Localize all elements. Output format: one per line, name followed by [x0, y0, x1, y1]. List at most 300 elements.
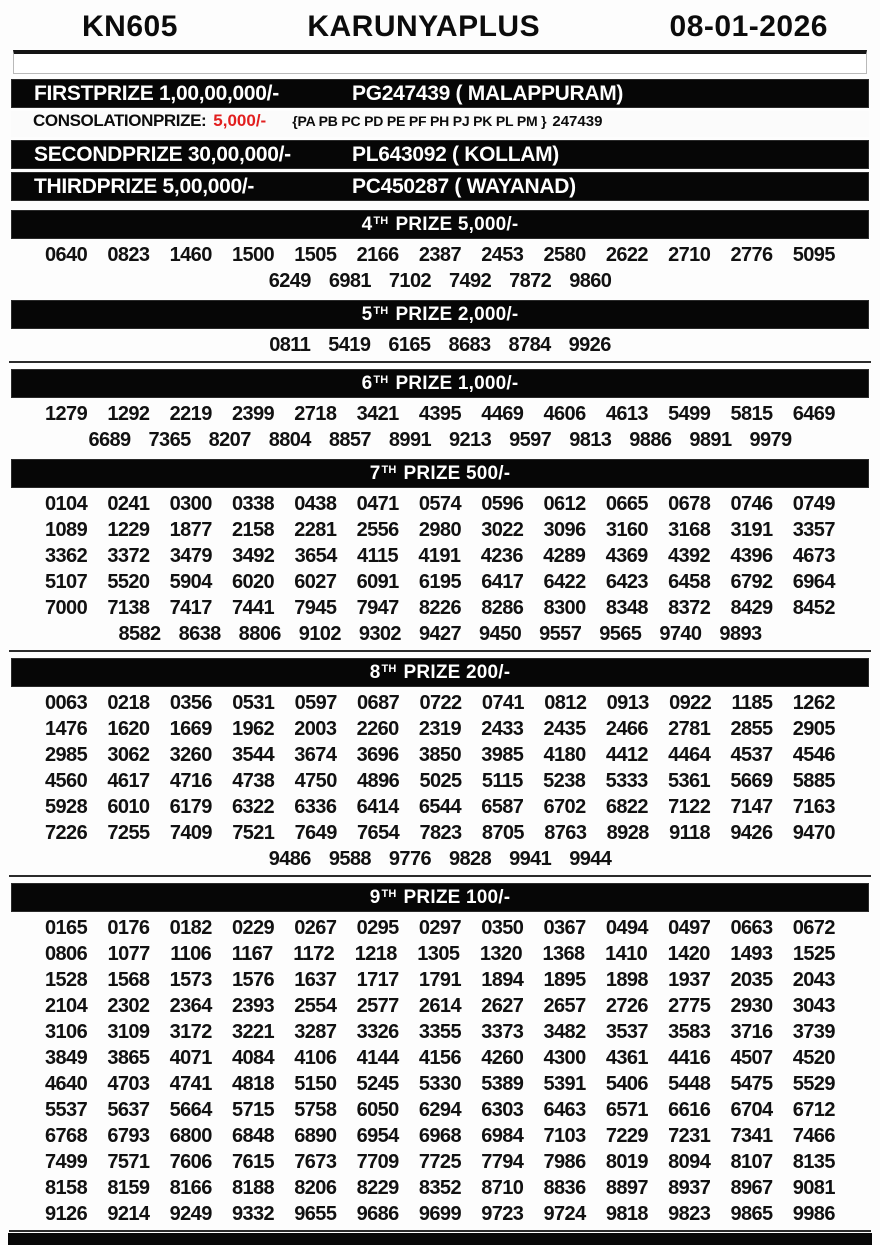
- winning-number: 8710: [481, 1176, 524, 1199]
- winning-number: 2614: [418, 994, 461, 1017]
- winning-number: 7654: [357, 821, 400, 844]
- winning-number: 4300: [543, 1046, 586, 1069]
- winning-number: 3062: [107, 743, 150, 766]
- winning-number: 1460: [169, 243, 212, 266]
- winning-number-row: [45, 517, 835, 543]
- winning-number: 4617: [107, 769, 150, 792]
- winning-number: 4144: [356, 1046, 399, 1069]
- winning-number: 0438: [294, 492, 337, 515]
- winning-number: 0229: [231, 916, 275, 939]
- winning-number: 2035: [730, 968, 773, 991]
- winning-number: 8019: [605, 1150, 648, 1173]
- winning-number: 3160: [605, 518, 648, 541]
- winning-number-row: [45, 1071, 835, 1097]
- winning-number: 2104: [45, 994, 88, 1017]
- winning-number: 6423: [605, 570, 648, 593]
- winning-number: 6422: [543, 570, 586, 593]
- winning-number: 2433: [481, 717, 524, 740]
- winning-number: 8229: [356, 1176, 399, 1199]
- winning-number: 5537: [45, 1098, 88, 1121]
- winning-number: 4236: [480, 544, 523, 567]
- winning-number-row: [45, 716, 835, 742]
- winning-number: 4560: [45, 769, 88, 792]
- winning-number: 6336: [294, 795, 337, 818]
- winning-number: 8452: [792, 596, 835, 619]
- winning-number: 3492: [232, 544, 275, 567]
- winning-number: 9823: [668, 1202, 711, 1225]
- prize-section: [0, 363, 880, 453]
- winning-number: 0574: [418, 492, 461, 515]
- winning-number: 6050: [356, 1098, 399, 1121]
- prize-section: [0, 877, 880, 1232]
- winning-number: 5885: [792, 769, 835, 792]
- winning-number-row: [45, 1149, 835, 1175]
- prize-section-header: 6 TH PRIZE 1,000/-: [11, 369, 869, 398]
- winning-number: 3654: [294, 544, 337, 567]
- winning-number: 0165: [45, 916, 88, 939]
- winning-number: 0722: [419, 691, 462, 714]
- winning-number: 0597: [294, 691, 337, 714]
- winning-number: 1420: [667, 942, 710, 965]
- winning-number: 0640: [45, 243, 88, 266]
- lottery-name: KARUNYAPLUS: [307, 10, 541, 43]
- winning-number-row: [45, 242, 835, 268]
- winning-number: 7649: [294, 821, 337, 844]
- winning-number: 3106: [45, 1020, 88, 1043]
- winning-number: 1937: [668, 968, 711, 991]
- prize-section-header: 5 TH PRIZE 2,000/-: [11, 300, 869, 329]
- winning-number: 0218: [107, 691, 150, 714]
- winning-number: 5815: [730, 402, 773, 425]
- winning-number: 5529: [792, 1072, 835, 1095]
- winning-number-row: [45, 967, 835, 993]
- winning-number: 4469: [481, 402, 524, 425]
- winning-number: 5758: [294, 1098, 337, 1121]
- winning-number: 0241: [107, 492, 150, 515]
- winning-number: 3674: [294, 743, 337, 766]
- winning-number: 2260: [356, 717, 399, 740]
- winning-number: 1620: [107, 717, 150, 740]
- winning-number: 8967: [730, 1176, 773, 1199]
- winning-number: 7709: [356, 1150, 399, 1173]
- winning-number: 4191: [418, 544, 461, 567]
- winning-number: 4520: [792, 1046, 835, 1069]
- winning-number: 7872: [509, 269, 552, 292]
- winning-number: 0663: [730, 916, 773, 939]
- winning-number: 2466: [605, 717, 648, 740]
- winning-number: 1410: [605, 942, 648, 965]
- winning-number: 5107: [45, 570, 88, 593]
- winning-number: 9102: [298, 622, 341, 645]
- winning-number: 8836: [543, 1176, 586, 1199]
- winning-number: 0182: [169, 916, 212, 939]
- winning-number: 5115: [481, 769, 523, 792]
- winning-number-row: [45, 401, 835, 427]
- winning-number: 9686: [356, 1202, 399, 1225]
- winning-number: 8857: [328, 428, 371, 451]
- winning-number: 9126: [45, 1202, 88, 1225]
- winning-number: 4156: [418, 1046, 461, 1069]
- winning-number: 4673: [792, 544, 835, 567]
- winning-number: 8166: [169, 1176, 212, 1199]
- prize-section-header: 4 TH PRIZE 5,000/-: [11, 210, 869, 239]
- winning-number: 3357: [792, 518, 835, 541]
- winning-number-row: [45, 569, 835, 595]
- winning-number: 6091: [356, 570, 399, 593]
- winning-number: 9426: [730, 821, 773, 844]
- winning-number: 7673: [294, 1150, 337, 1173]
- winning-number: 7341: [730, 1124, 773, 1147]
- winning-number: 4180: [543, 743, 586, 766]
- winning-number: 3022: [481, 518, 524, 541]
- winning-number: 5406: [605, 1072, 648, 1095]
- winning-number: 7947: [356, 596, 399, 619]
- winning-number: 8429: [730, 596, 773, 619]
- winning-number: 6712: [792, 1098, 835, 1121]
- winning-number-row: [45, 794, 835, 820]
- winning-number: 9332: [231, 1202, 275, 1225]
- winning-number: 6010: [107, 795, 150, 818]
- winning-number: 0063: [45, 691, 88, 714]
- winning-number-row: [45, 1123, 835, 1149]
- winning-number: 1077: [107, 942, 150, 965]
- winning-number: 6195: [418, 570, 461, 593]
- winning-number: 2387: [418, 243, 461, 266]
- winning-number: 5637: [107, 1098, 150, 1121]
- winning-number: 8582: [118, 622, 161, 645]
- third-prize-winner: PC450287 ( WAYANAD): [352, 174, 576, 198]
- winning-number: 5330: [418, 1072, 461, 1095]
- winning-number: 6469: [792, 402, 835, 425]
- winning-number: 2158: [231, 518, 275, 541]
- winning-number-row: [45, 1097, 835, 1123]
- winning-number: 0612: [543, 492, 586, 515]
- first-prize-winner: PG247439 ( MALAPPURAM): [352, 81, 624, 105]
- winning-number: 0338: [231, 492, 275, 515]
- winning-number: 8135: [792, 1150, 835, 1173]
- winning-number: 0295: [356, 916, 399, 939]
- winning-number: 9828: [449, 847, 492, 870]
- winning-number: 8763: [544, 821, 587, 844]
- winning-number: 3583: [668, 1020, 711, 1043]
- winning-number: 1279: [45, 402, 88, 425]
- winning-number: 5448: [668, 1072, 711, 1095]
- prize-section: [0, 453, 880, 652]
- winning-number: 6964: [792, 570, 835, 593]
- winning-number: 9486: [268, 847, 311, 870]
- prize-sections: [0, 204, 880, 1232]
- winning-number: 6463: [543, 1098, 586, 1121]
- winning-number: 0665: [605, 492, 648, 515]
- winning-number: 0471: [356, 492, 399, 515]
- winning-number: 2657: [543, 994, 586, 1017]
- winning-number: 3850: [418, 743, 461, 766]
- winning-number: 0741: [481, 691, 524, 714]
- prize-section: [0, 652, 880, 877]
- winning-number: 0913: [606, 691, 649, 714]
- winning-number-row: [45, 941, 835, 967]
- winning-number: 3849: [45, 1046, 88, 1069]
- consolation-series: {PA PB PC PD PE PF PH PJ PK PL PM }: [292, 113, 547, 129]
- winning-number: 0749: [792, 492, 835, 515]
- winning-number: 9470: [792, 821, 835, 844]
- winning-number-row: [45, 742, 835, 768]
- winning-number: 2627: [481, 994, 524, 1017]
- winning-number: 6020: [231, 570, 275, 593]
- winning-number: 4818: [231, 1072, 275, 1095]
- winning-number: 0823: [107, 243, 150, 266]
- winning-number: 0350: [481, 916, 524, 939]
- winning-number: 8352: [418, 1176, 461, 1199]
- winning-number: 3696: [356, 743, 399, 766]
- winning-number: 5928: [45, 795, 88, 818]
- winning-number: 7409: [169, 821, 212, 844]
- winning-number: 8705: [481, 821, 524, 844]
- winning-number: 8094: [668, 1150, 711, 1173]
- winning-number: 0922: [669, 691, 712, 714]
- winning-number: 8683: [448, 333, 491, 356]
- winning-number: 6984: [481, 1124, 524, 1147]
- first-prize-bar: [11, 79, 869, 108]
- winning-number: 4396: [730, 544, 773, 567]
- winning-number: 1717: [356, 968, 399, 991]
- winning-number: 3421: [356, 402, 399, 425]
- winning-number: 3043: [792, 994, 835, 1017]
- winning-number: 7986: [543, 1150, 586, 1173]
- winning-number: 5669: [730, 769, 773, 792]
- winning-number: 9249: [169, 1202, 212, 1225]
- winning-number: 0596: [481, 492, 524, 515]
- winning-number: 3355: [418, 1020, 461, 1043]
- winning-number: 1962: [231, 717, 275, 740]
- winning-number: 2166: [356, 243, 399, 266]
- winning-number: 6702: [543, 795, 586, 818]
- winning-number: 1368: [542, 942, 585, 965]
- winning-number: 3260: [169, 743, 212, 766]
- winning-number: 4750: [294, 769, 337, 792]
- winning-number: 9979: [749, 428, 792, 451]
- prize-section-header: 9 TH PRIZE 100/-: [11, 883, 869, 912]
- third-prize-bar: [11, 172, 869, 201]
- winning-number: 6792: [730, 570, 773, 593]
- lottery-code: KN605: [82, 10, 178, 43]
- empty-strip: [13, 50, 867, 74]
- third-prize-label: THIRDPRIZE 5,00,000/-: [34, 174, 255, 198]
- winning-number: 3482: [543, 1020, 586, 1043]
- winning-number: 1669: [169, 717, 212, 740]
- winning-number: 5025: [419, 769, 462, 792]
- consolation-amount: 5,000/-: [213, 111, 267, 130]
- winning-number: 0176: [107, 916, 150, 939]
- winning-number: 8991: [388, 428, 431, 451]
- winning-number: 4071: [169, 1046, 212, 1069]
- winning-number: 1528: [45, 968, 88, 991]
- winning-number: 6544: [418, 795, 461, 818]
- winning-number: 6616: [668, 1098, 711, 1121]
- winning-number: 8897: [605, 1176, 648, 1199]
- winning-number: 2577: [356, 994, 399, 1017]
- winning-number: 9813: [569, 428, 612, 451]
- winning-number-row: [45, 543, 835, 569]
- winning-number: 3739: [792, 1020, 835, 1043]
- winning-number: 6027: [294, 570, 337, 593]
- winning-number: 2718: [294, 402, 337, 425]
- winning-number: 0531: [232, 691, 275, 714]
- winning-number: 1505: [294, 243, 337, 266]
- winning-number: 9302: [358, 622, 401, 645]
- winning-number: 3109: [107, 1020, 150, 1043]
- winning-number: 8159: [107, 1176, 150, 1199]
- winning-number: 0672: [792, 916, 835, 939]
- winning-number: 2905: [792, 717, 835, 740]
- winning-number: 1305: [417, 942, 460, 965]
- first-prize-label: FIRSTPRIZE 1,00,00,000/-: [34, 81, 279, 105]
- winning-number: 9891: [689, 428, 732, 451]
- winning-number: 8207: [208, 428, 251, 451]
- winning-number: 1320: [479, 942, 522, 965]
- winning-number: 6981: [328, 269, 371, 292]
- winning-number: 2281: [294, 518, 337, 541]
- winning-number: 6704: [730, 1098, 773, 1121]
- winning-number-row: [45, 1045, 835, 1071]
- winning-number: 3287: [294, 1020, 337, 1043]
- winning-number-row: [45, 491, 835, 517]
- winning-number: 0104: [45, 492, 88, 515]
- winning-number: 1493: [730, 942, 773, 965]
- winning-number: 5333: [605, 769, 648, 792]
- winning-number: 4392: [667, 544, 711, 567]
- consolation-row: [11, 111, 869, 137]
- winning-number: 3716: [730, 1020, 773, 1043]
- winning-number: 1292: [107, 402, 150, 425]
- winning-number: 6458: [668, 570, 711, 593]
- winning-number: 2556: [356, 518, 399, 541]
- winning-number: 6793: [107, 1124, 150, 1147]
- winning-number: 7147: [730, 795, 773, 818]
- winning-number: 2726: [605, 994, 648, 1017]
- winning-number: 6165: [388, 333, 431, 356]
- winning-number: 0678: [668, 492, 711, 515]
- winning-number-row: [45, 621, 835, 647]
- winning-number: 7606: [169, 1150, 212, 1173]
- winning-number: 4464: [668, 743, 711, 766]
- winning-number: 6890: [294, 1124, 337, 1147]
- winning-number: 9214: [107, 1202, 150, 1225]
- winning-number: 3985: [481, 743, 524, 766]
- winning-number: 9588: [328, 847, 371, 870]
- winning-number: 7226: [45, 821, 88, 844]
- winning-number: 1229: [107, 518, 150, 541]
- winning-number: 0367: [543, 916, 586, 939]
- winning-number: 3168: [668, 518, 711, 541]
- winning-number: 0746: [730, 492, 773, 515]
- winning-number: 3191: [730, 518, 773, 541]
- winning-number: 8928: [606, 821, 649, 844]
- winning-number-row: [45, 595, 835, 621]
- winning-number-row: [45, 1175, 835, 1201]
- winning-number: 0687: [357, 691, 400, 714]
- winning-number: 4260: [481, 1046, 524, 1069]
- winning-number: 8784: [508, 333, 551, 356]
- winning-number: 2781: [668, 717, 711, 740]
- winning-number: 9565: [599, 622, 642, 645]
- winning-number: 0494: [605, 916, 648, 939]
- winning-number: 9655: [294, 1202, 337, 1225]
- winning-number: 4361: [605, 1046, 648, 1069]
- winning-number: 2302: [107, 994, 150, 1017]
- bottom-bar: [8, 1233, 872, 1245]
- winning-number: 4416: [668, 1046, 711, 1069]
- winning-number: 9450: [479, 622, 522, 645]
- winning-number: 5150: [294, 1072, 337, 1095]
- winning-number: 9886: [629, 428, 672, 451]
- winning-number: 3362: [45, 544, 88, 567]
- winning-number: 5095: [792, 243, 835, 266]
- winning-number: 6689: [88, 428, 131, 451]
- winning-number: 3537: [605, 1020, 648, 1043]
- winning-number: 2219: [169, 402, 212, 425]
- winning-number: 3172: [169, 1020, 212, 1043]
- winning-number-row: [45, 427, 835, 453]
- winning-number: 7499: [45, 1150, 88, 1173]
- winning-number: 9723: [481, 1202, 524, 1225]
- winning-number: 9926: [568, 333, 611, 356]
- winning-number: 8937: [668, 1176, 711, 1199]
- winning-number: 2930: [730, 994, 773, 1017]
- winning-number: 4896: [357, 769, 400, 792]
- winning-number: 5389: [481, 1072, 524, 1095]
- winning-number-row: [45, 993, 835, 1019]
- winning-number: 2775: [668, 994, 711, 1017]
- winning-number: 9427: [418, 622, 462, 645]
- winning-number: 0497: [668, 916, 711, 939]
- winning-number: 1898: [605, 968, 648, 991]
- second-prize-winner: PL643092 ( KOLLAM): [352, 142, 559, 166]
- winning-number: 5520: [107, 570, 150, 593]
- winning-number: 7365: [148, 428, 191, 451]
- winning-number: 7794: [481, 1150, 524, 1173]
- winning-number: 4613: [605, 402, 648, 425]
- winning-number: 6800: [169, 1124, 212, 1147]
- winning-number: 5715: [231, 1098, 275, 1121]
- winning-number: 0356: [169, 691, 212, 714]
- winning-number: 1525: [792, 942, 835, 965]
- winning-number: 5245: [356, 1072, 399, 1095]
- winning-number: 8286: [481, 596, 524, 619]
- winning-number: 2453: [481, 243, 524, 266]
- draw-date: 08-01-2026: [669, 10, 828, 43]
- winning-number: 9893: [719, 622, 762, 645]
- winning-number: 6417: [481, 570, 524, 593]
- winning-number: 9941: [509, 847, 552, 870]
- winning-number: 1637: [294, 968, 337, 991]
- winning-number: 2393: [231, 994, 275, 1017]
- winning-number: 4703: [107, 1072, 150, 1095]
- winning-number: 6954: [356, 1124, 399, 1147]
- winning-number: 3373: [481, 1020, 524, 1043]
- winning-number: 7615: [231, 1150, 275, 1173]
- winning-number: 1089: [45, 518, 88, 541]
- winning-number: 0300: [169, 492, 212, 515]
- second-prize-bar: [11, 140, 869, 169]
- winning-number: 1576: [231, 968, 275, 991]
- winning-number: 8804: [268, 428, 311, 451]
- winning-number: 8638: [178, 622, 221, 645]
- winning-number: 6179: [169, 795, 212, 818]
- winning-number: 6768: [45, 1124, 88, 1147]
- winning-number: 0267: [294, 916, 337, 939]
- prize-section-header: 7 TH PRIZE 500/-: [11, 459, 869, 488]
